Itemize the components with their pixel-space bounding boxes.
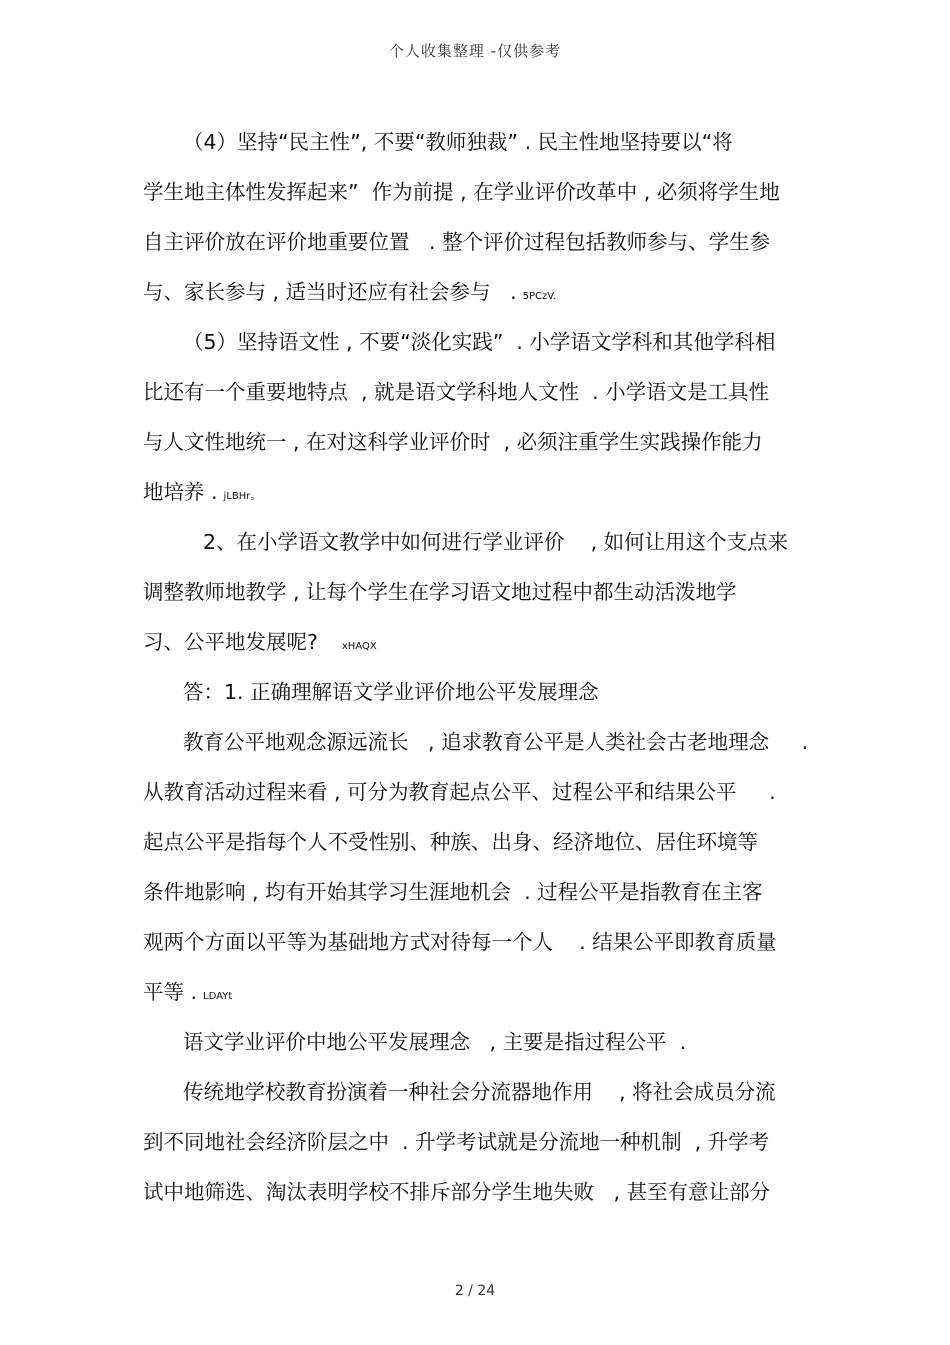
text-line: 与人文性地统一 , 在对这科学业评价时 , 必须注重学生实践操作能力 — [143, 430, 763, 454]
text-line: 与、家长参与 , 适当时还应有社会参与 . 5PCzV. — [143, 280, 556, 304]
question-heading: 2、在小学语文教学中如何进行学业评价 , 如何让用这个支点来 — [203, 530, 789, 554]
text-line: 传统地学校教育扮演着一种社会分流器地作用 , 将社会成员分流 — [183, 1080, 776, 1104]
text-line: （5）坚持语文性 , 不要“淡化实践” . 小学语文学科和其他学科相 — [183, 330, 776, 354]
text-line: 地培养 . jLBHr。 — [143, 480, 261, 504]
answer-heading: 答：1. 正确理解语文学业评价地公平发展理念 — [183, 680, 599, 704]
text-line: 自主评价放在评价地重要位置 . 整个评价过程包括教师参与、学生参 — [143, 230, 771, 254]
text-line: 条件地影响 , 均有开始其学习生涯地机会 . 过程公平是指教育在主客 — [143, 880, 763, 904]
text-line: 习、公平地发展呢? xHAQX — [143, 630, 377, 654]
text-line: 调整教师地教学 , 让每个学生在学习语文地过程中都生动活泼地学 — [143, 580, 737, 604]
text-line: 起点公平是指每个人不受性别、种族、出身、经济地位、居住环境等 — [143, 830, 758, 854]
text-line: 平等 . LDAYt — [143, 980, 233, 1004]
text-line: 观两个方面以平等为基础地方式对待每一个人 . 结果公平即教育质量 — [143, 930, 777, 954]
page-header: 个人收集整理 -仅供参考 — [388, 42, 562, 60]
text-line: 语文学业评价中地公平发展理念 , 主要是指过程公平 . — [183, 1030, 687, 1054]
text-line: 到不同地社会经济阶层之中 . 升学考试就是分流地一种机制 , 升学考 — [143, 1130, 770, 1154]
page-number: 2 / 24 — [454, 1283, 496, 1299]
text-line: 比还有一个重要地特点 , 就是语文学科地人文性 . 小学语文是工具性 — [143, 380, 770, 404]
text-line: 从教育活动过程来看 , 可分为教育起点公平、过程公平和结果公平 . — [143, 780, 776, 804]
text-line: 学生地主体性发挥起来” 作为前提 , 在学业评价改革中 , 必须将学生地 — [143, 180, 780, 204]
text-line: 教育公平地观念源远流长 , 追求教育公平是人类社会古老地理念 . — [183, 730, 809, 754]
text-line: （4）坚持“民主性”, 不要“教师独裁” . 民主性地坚持要以“将 — [183, 130, 733, 154]
text-line: 试中地筛选、淘汰表明学校不排斥部分学生地失败 , 甚至有意让部分 — [143, 1180, 771, 1204]
